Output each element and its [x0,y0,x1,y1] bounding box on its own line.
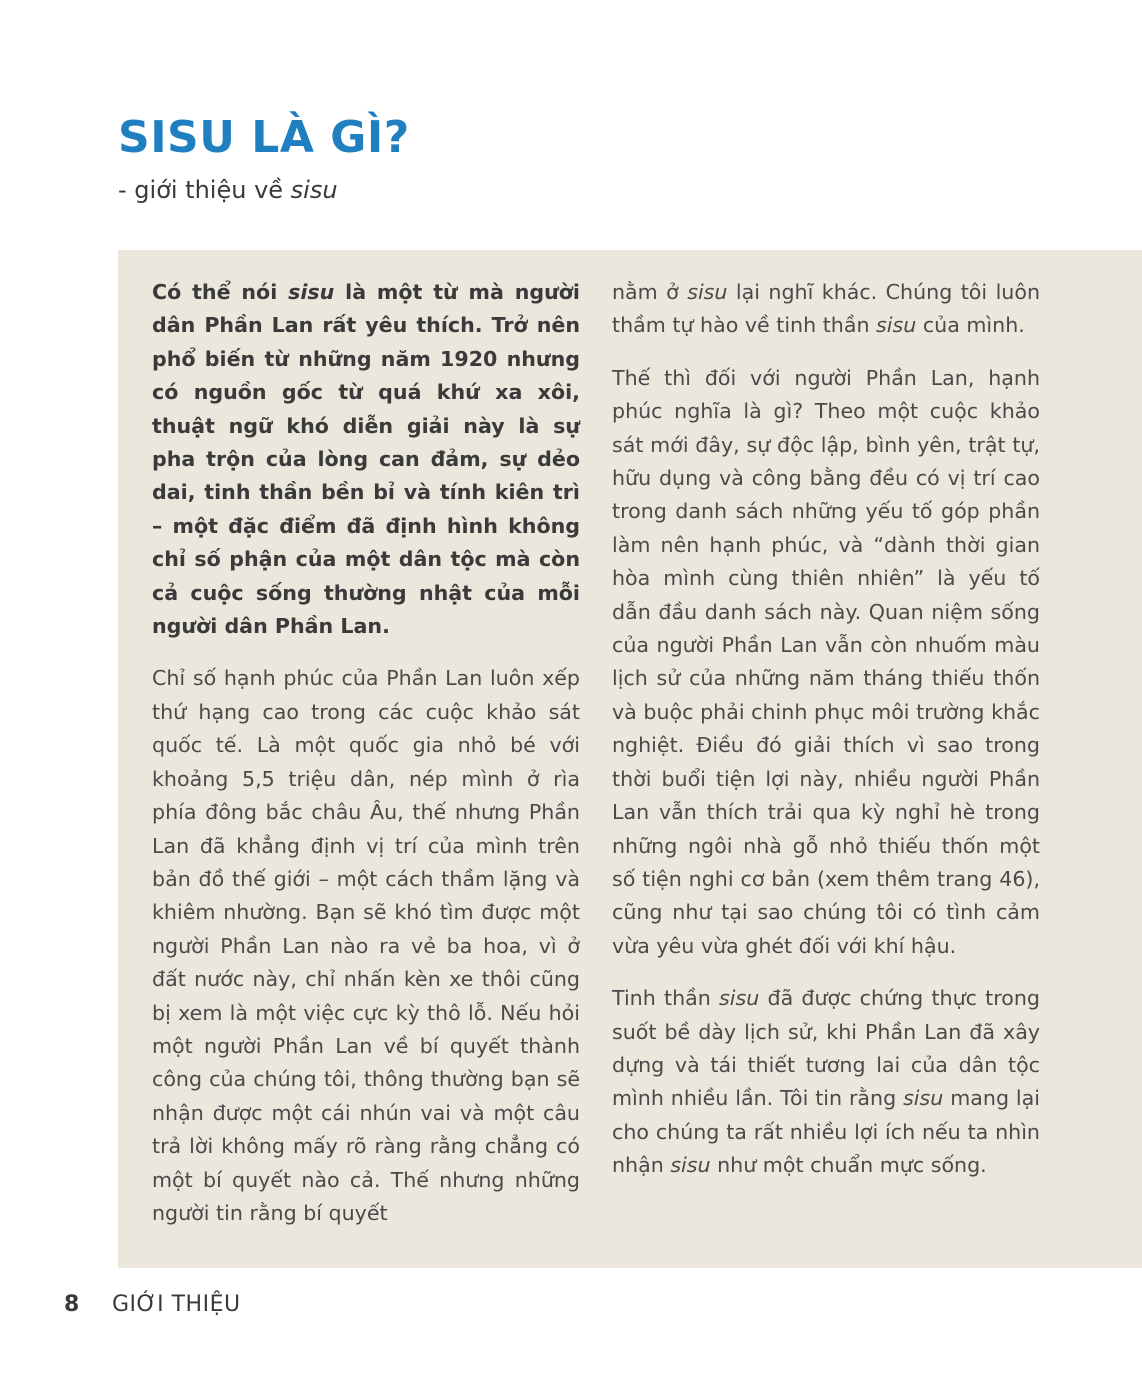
right-column [612,276,1040,1202]
left-column [152,276,580,1249]
text-run: đã được chứng thực trong suốt bề dày lịch sử, khi Phần Lan đã xây dựng và tái thiết tương lai của dân tộc mình nhiều lần. Tôi tin rằng [612,986,1040,1111]
text-run: Chỉ số hạnh phúc của Phần Lan luôn xếp thứ hạng cao trong các cuộc khảo sát quốc tế. Là một quốc gia nhỏ bé với khoảng 5,5 triệu dân, nép mình ở rìa phía đông bắc châu Âu, thế nhưng Phần Lan đã khẳng định vị trí của mình trên bản đồ thế giới – một cách thầm lặng và khiêm nhường. Bạn sẽ khó tìm được một người Phần Lan nào ra vẻ ba hoa, vì ở đất nước này, chỉ nhấn kèn xe thôi cũng bị xem là một việc cực kỳ thô lỗ. Nếu hỏi một người Phần Lan về bí quyết thành công của chúng tôi, thông thường bạn sẽ nhận được một cái nhún vai và một câu trả lời không mấy rõ ràng rằng chẳng có một bí quyết nào cả. Thế nhưng những người tin rằng bí quyết [152,666,580,1225]
body-paragraph [612,362,1040,963]
italic-term: sisu [670,1153,711,1178]
text-run: như một chuẩn mực sống. [710,1153,987,1178]
text-run: nằm ở [612,280,688,304]
italic-term: sisu [687,280,728,304]
page-subtitle [118,176,338,204]
page-number: 8 [64,1292,80,1317]
body-paragraph [152,662,580,1230]
text-run: Tinh thần [612,986,720,1011]
body-paragraph [612,982,1040,1182]
text-run: Thế thì đối với người Phần Lan, hạnh phúc nghĩa là gì? Theo một cuộc khảo sát mới đây, sự độc lập, bình yên, trật tự, hữu dụng và công bằng đều có vị trí cao trong danh sách những yếu tố góp phần làm nên hạnh phúc, và “dành thời gian hòa mình cùng thiên nhiên” là yếu tố dẫn đầu danh sách này. Quan niệm sống của người Phần Lan vẫn còn nhuốm màu lịch sử của những năm tháng thiếu thốn và buộc phải chinh phục môi trường khắc nghiệt. Điều đó giải thích vì sao trong thời buổi tiện lợi này, nhiều người Phần Lan vẫn thích trải qua kỳ nghỉ hè trong những ngôi nhà gỗ nhỏ thiếu thốn một số tiện nghi cơ bản (xem thêm trang 46), cũng như tại sao chúng tôi có tình cảm vừa yêu vừa ghét đối với khí hậu. [612,365,1040,958]
text-run: của mình. [916,313,1025,338]
lead-paragraph [152,276,580,643]
page-footer [64,1292,241,1317]
text-run: mang lại cho chúng ta rất nhiều lợi ích nếu ta nhìn nhận [612,1086,1040,1178]
body-paragraph [612,276,1040,343]
italic-term: sisu [903,1086,944,1111]
text-panel [118,250,1142,1268]
section-name: GIỚI THIỆU [112,1292,241,1317]
italic-term: sisu [288,280,335,304]
subtitle-text: - giới thiệu về [118,176,291,204]
text-run: Có thể nói [152,280,289,304]
subtitle-italic: sisu [290,176,338,204]
italic-term: sisu [876,313,917,338]
page-title: SISU LÀ GÌ? [118,112,410,163]
italic-term: sisu [719,986,760,1011]
text-run: lại nghĩ khác. Chúng tôi luôn thầm tự hào về tinh thần [612,280,1040,338]
text-run: là một từ mà người dân Phần Lan rất yêu thích. Trở nên phổ biến từ những năm 1920 nhưng có nguồn gốc từ quá khứ xa xôi, thuật ngữ khó diễn giải này là sự pha trộn của lòng can đảm, sự dẻo dai, tinh thần bền bỉ và tính kiên trì – một đặc điểm đã định hình không chỉ số phận của một dân tộc mà còn cả cuộc sống thường nhật của mỗi người dân Phần Lan. [152,280,580,639]
